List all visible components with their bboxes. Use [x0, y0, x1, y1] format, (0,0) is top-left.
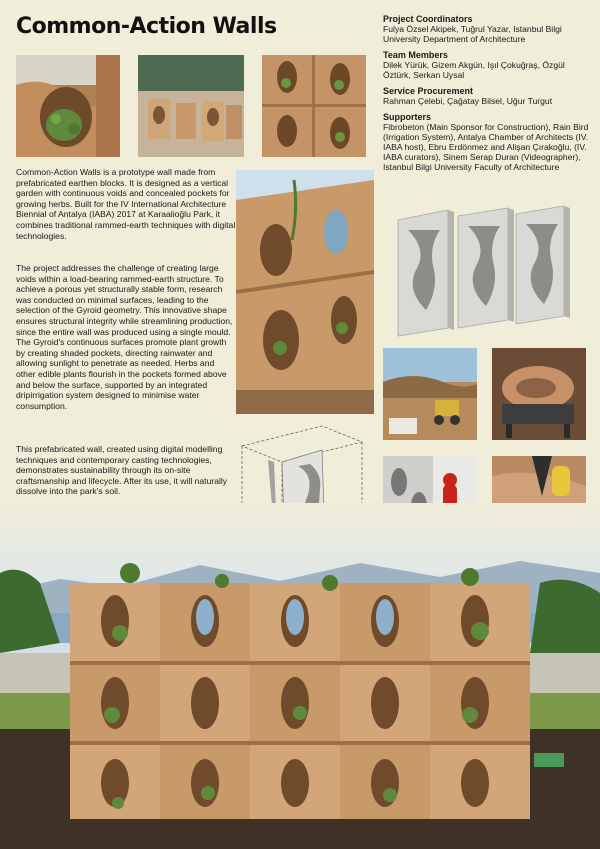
procurement-heading: Service Procurement	[383, 86, 474, 96]
description-paragraph-2: The project addresses the challenge of creating large voids within a load-bearing rammed-earth structure. To achieve a porous yet structurally stable form, research was conducted on minimal surfaces, leading to the selection of the Gyroid geometry. This innovative shape ensures structural integrity while streamlining production, since the entire wall was produced using a single mould. The Gyroid's continuous surfaces promote plant growth by creating shaded pockets, directing rainwater and allowing sunlight to penetrate as needed. Herbs and other edible plants flourish in the pockets formed above and below the surface, supported by an integrated dripirrigation system designed to minimise water consumption.	[16, 263, 233, 411]
credits-column	[383, 14, 593, 178]
procurement-text: Rahman Çelebi, Çağatay Bilsel, Uğur Turgut	[383, 96, 553, 106]
supporters-text: Fibrobeton (Main Sponsor for Construction), Rain Bird (Irrigation System), Antalya Chamber of Architects (IV. IABA host), Ebru Erdönmez and Alişan Çırakoğlu, (IV. IABA curators), Sinem Serap Duran (Videographer), Istanbul Bilgi University Faculty of Architecture	[383, 122, 589, 172]
wall-closeup-photo	[16, 55, 120, 157]
description-paragraph-1: Common-Action Walls is a prototype wall made from prefabricated earthen blocks. It is designed as a vertical garden with continuous voids and concealed pockets for growing herbs. Built for the IV International Architecture Biennial of Antalya (IABA) 2017 at Karaalioğlu Park, it combines traditional rammed-earth techniques with digital technologies.	[16, 167, 236, 241]
wall-detail-plants-photo	[262, 55, 366, 157]
wall-panorama-photo	[0, 503, 600, 849]
description-paragraph-3: This prefabricated wall, created using digital modelling techniques and contemporary casting technologies, demonstrates sustainability through its on-site craftsmanship and lifecycle. After its use, it will naturally dissolve into the park's soil.	[16, 444, 228, 497]
wall-perspective-photo	[236, 170, 374, 414]
coordinators-heading: Project Coordinators	[383, 14, 473, 24]
page-title: Common-Action Walls	[16, 14, 277, 39]
coordinators-text: Fulya Özsel Akipek, Tuğrul Yazar, Istanbul Bilgi University Department of Architecture	[383, 24, 562, 44]
production-yard-photo	[138, 55, 244, 157]
supporters-heading: Supporters	[383, 112, 432, 122]
team-text: Dilek Yürük, Gizem Akgün, Işıl Çokuğraş, Özgül Öztürk, Serkan Uysal	[383, 60, 565, 80]
mould-casting-photo	[492, 348, 586, 440]
team-heading: Team Members	[383, 50, 448, 60]
site-excavation-photo	[383, 348, 477, 440]
gyroid-mould-render	[388, 200, 584, 338]
